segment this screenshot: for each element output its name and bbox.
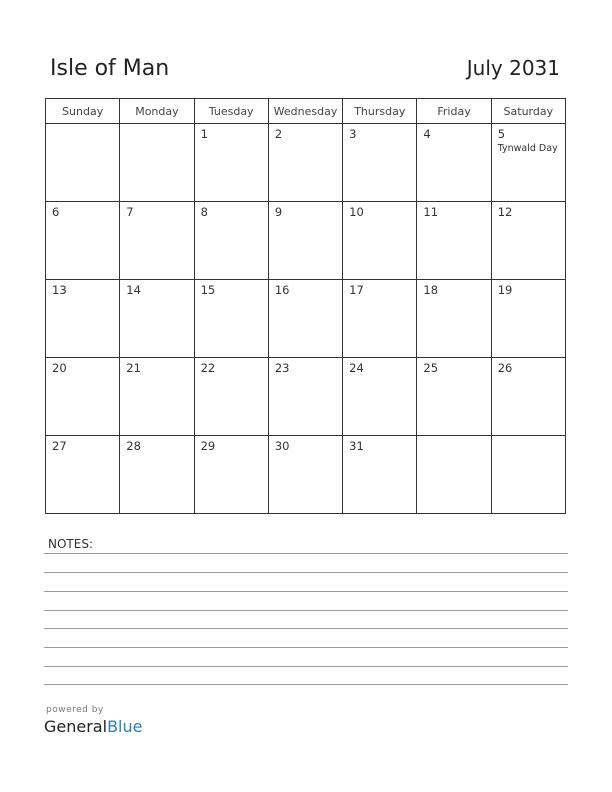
day-cell bbox=[268, 124, 342, 202]
day-cell bbox=[194, 202, 268, 280]
day-number: 28 bbox=[126, 439, 141, 453]
day-cell bbox=[46, 436, 120, 514]
day-number: 10 bbox=[349, 205, 364, 219]
calendar-grid bbox=[45, 98, 566, 514]
day-number: 21 bbox=[126, 361, 141, 375]
day-number: 31 bbox=[349, 439, 364, 453]
day-cell bbox=[268, 436, 342, 514]
week-row bbox=[46, 280, 566, 358]
day-number bbox=[492, 436, 565, 439]
week-row bbox=[46, 202, 566, 280]
day-number: 8 bbox=[200, 205, 208, 219]
day-cell bbox=[343, 358, 417, 436]
day-cell bbox=[268, 202, 342, 280]
day-number: 1 bbox=[200, 127, 208, 141]
day-cell bbox=[343, 436, 417, 514]
day-number bbox=[120, 124, 193, 127]
day-cell bbox=[343, 124, 417, 202]
day-cell bbox=[491, 280, 565, 358]
day-cell bbox=[491, 358, 565, 436]
day-cell bbox=[120, 202, 194, 280]
day-cell bbox=[417, 280, 491, 358]
day-number: 12 bbox=[497, 205, 513, 219]
week-row bbox=[46, 436, 566, 514]
day-cell bbox=[417, 202, 491, 280]
day-number: 9 bbox=[274, 205, 283, 219]
notes-label: NOTES: bbox=[48, 537, 93, 551]
notes-line bbox=[44, 628, 568, 629]
weekday-wednesday: Wednesday bbox=[268, 99, 342, 124]
day-number bbox=[46, 124, 119, 127]
day-cell bbox=[46, 280, 120, 358]
notes-line bbox=[44, 610, 568, 611]
weekday-saturday: Saturday bbox=[491, 99, 565, 124]
week-row bbox=[46, 124, 566, 202]
day-cell bbox=[343, 280, 417, 358]
weekday-tuesday: Tuesday bbox=[194, 99, 268, 124]
day-number: 19 bbox=[497, 283, 513, 297]
day-number: 13 bbox=[52, 283, 67, 297]
day-number: 27 bbox=[52, 439, 67, 453]
day-number: 7 bbox=[126, 205, 134, 219]
day-number: 4 bbox=[423, 127, 431, 141]
day-cell bbox=[417, 358, 491, 436]
day-cell bbox=[120, 124, 194, 202]
day-number: 11 bbox=[423, 205, 439, 219]
region-title: Isle of Man bbox=[50, 56, 170, 81]
day-number: 2 bbox=[274, 127, 283, 141]
notes-line bbox=[44, 572, 568, 573]
notes-line bbox=[44, 553, 568, 554]
notes-line bbox=[44, 647, 568, 648]
day-cell bbox=[120, 280, 194, 358]
day-cell bbox=[194, 124, 268, 202]
day-number: 14 bbox=[126, 283, 141, 297]
weekday-sunday: Sunday bbox=[46, 99, 120, 124]
day-number: 20 bbox=[52, 361, 67, 375]
day-number: 24 bbox=[349, 361, 364, 375]
day-cell bbox=[268, 280, 342, 358]
holiday-label: Tynwald Day bbox=[497, 143, 558, 154]
day-number: 5 bbox=[497, 127, 506, 141]
week-row bbox=[46, 358, 566, 436]
weekday-friday: Friday bbox=[417, 99, 491, 124]
day-number: 26 bbox=[497, 361, 513, 375]
day-cell bbox=[120, 436, 194, 514]
day-cell bbox=[194, 436, 268, 514]
day-cell bbox=[417, 124, 491, 202]
day-number: 15 bbox=[200, 283, 216, 297]
notes-line bbox=[44, 666, 568, 667]
day-cell bbox=[343, 202, 417, 280]
weekday-monday: Monday bbox=[120, 99, 194, 124]
day-cell bbox=[194, 358, 268, 436]
day-cell bbox=[120, 358, 194, 436]
day-number: 17 bbox=[349, 283, 364, 297]
day-cell bbox=[194, 280, 268, 358]
generalblue-logo[interactable] bbox=[44, 717, 142, 736]
day-number: 30 bbox=[274, 439, 290, 453]
day-cell bbox=[491, 202, 565, 280]
day-number: 6 bbox=[52, 205, 60, 219]
logo-general: General bbox=[44, 717, 108, 736]
day-number: 16 bbox=[274, 283, 290, 297]
weekday-thursday: Thursday bbox=[343, 99, 417, 124]
day-number: 23 bbox=[274, 361, 290, 375]
day-cell bbox=[46, 124, 120, 202]
day-cell bbox=[491, 436, 565, 514]
month-title: July 2031 bbox=[466, 56, 560, 80]
day-number: 22 bbox=[200, 361, 216, 375]
day-number bbox=[417, 436, 490, 439]
day-number: 18 bbox=[423, 283, 439, 297]
powered-by-text: powered by bbox=[46, 705, 104, 715]
day-number: 3 bbox=[349, 127, 357, 141]
notes-line bbox=[44, 684, 568, 685]
weekday-header-row bbox=[46, 99, 566, 124]
notes-line bbox=[44, 591, 568, 592]
day-number: 25 bbox=[423, 361, 439, 375]
logo-blue: Blue bbox=[107, 717, 143, 736]
day-cell bbox=[46, 202, 120, 280]
day-cell bbox=[417, 436, 491, 514]
day-cell bbox=[46, 358, 120, 436]
day-cell bbox=[268, 358, 342, 436]
day-cell bbox=[491, 124, 565, 202]
day-number: 29 bbox=[200, 439, 216, 453]
